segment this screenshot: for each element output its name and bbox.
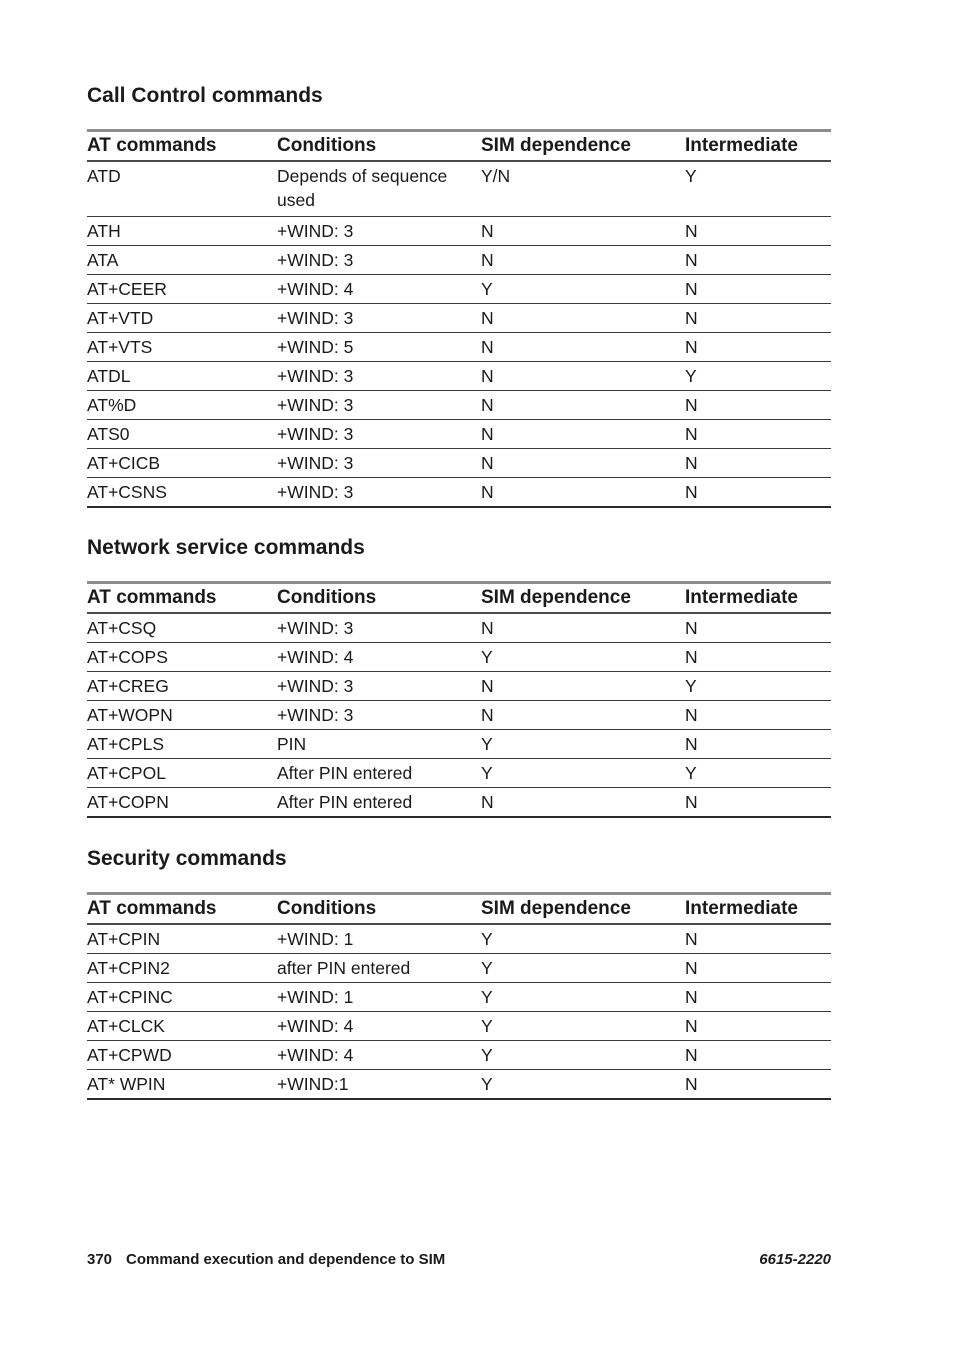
cell-sim-dependence: N — [481, 672, 685, 701]
cell-conditions: +WIND: 3 — [277, 217, 481, 246]
cell-sim-dependence: N — [481, 478, 685, 508]
cell-command: ATDL — [87, 362, 277, 391]
table-row — [87, 954, 831, 983]
column-header-sim-dependence: SIM dependence — [481, 583, 685, 614]
table-row — [87, 759, 831, 788]
cell-command: AT+CPIN2 — [87, 954, 277, 983]
cell-intermediate: N — [685, 1070, 831, 1100]
table-row — [87, 449, 831, 478]
security-table — [87, 892, 831, 1100]
cell-sim-dependence: Y/N — [481, 161, 685, 217]
cell-sim-dependence: Y — [481, 759, 685, 788]
table-row — [87, 391, 831, 420]
cell-intermediate: N — [685, 1012, 831, 1041]
table-row — [87, 643, 831, 672]
cell-command: AT+CEER — [87, 275, 277, 304]
table-row — [87, 701, 831, 730]
cell-conditions: +WIND: 4 — [277, 275, 481, 304]
cell-conditions: +WIND: 4 — [277, 643, 481, 672]
table-row — [87, 1012, 831, 1041]
cell-sim-dependence: Y — [481, 983, 685, 1012]
cell-sim-dependence: N — [481, 420, 685, 449]
cell-conditions: +WIND: 3 — [277, 391, 481, 420]
column-header-conditions: Conditions — [277, 131, 481, 162]
cell-sim-dependence: Y — [481, 275, 685, 304]
table-row — [87, 1041, 831, 1070]
cell-sim-dependence: N — [481, 701, 685, 730]
table-row — [87, 420, 831, 449]
cell-sim-dependence: Y — [481, 1041, 685, 1070]
table-header-row — [87, 583, 831, 614]
cell-command: AT+CSNS — [87, 478, 277, 508]
cell-conditions: +WIND: 3 — [277, 362, 481, 391]
cell-conditions: +WIND: 3 — [277, 672, 481, 701]
cell-conditions: +WIND: 3 — [277, 449, 481, 478]
cell-command: AT+COPS — [87, 643, 277, 672]
cell-command: AT+CLCK — [87, 1012, 277, 1041]
cell-sim-dependence: Y — [481, 1012, 685, 1041]
table-row — [87, 1070, 831, 1100]
cell-conditions: +WIND: 4 — [277, 1041, 481, 1070]
cell-command: AT+CPWD — [87, 1041, 277, 1070]
section-title-network-service: Network service commands — [87, 536, 365, 559]
table-row — [87, 924, 831, 954]
cell-sim-dependence: N — [481, 449, 685, 478]
cell-command: AT+VTD — [87, 304, 277, 333]
cell-intermediate: N — [685, 730, 831, 759]
cell-conditions: +WIND: 3 — [277, 613, 481, 643]
cell-intermediate: N — [685, 643, 831, 672]
table-row — [87, 304, 831, 333]
network-service-table — [87, 581, 831, 818]
cell-sim-dependence: N — [481, 217, 685, 246]
chapter-title: Command execution and dependence to SIM — [126, 1251, 446, 1268]
table-row — [87, 217, 831, 246]
table-header-row — [87, 894, 831, 925]
table-row — [87, 275, 831, 304]
cell-command: AT+CSQ — [87, 613, 277, 643]
table-row — [87, 672, 831, 701]
column-header-intermediate: Intermediate — [685, 894, 831, 925]
page-footer — [87, 1251, 831, 1268]
cell-conditions: +WIND: 3 — [277, 701, 481, 730]
column-header-at-commands: AT commands — [87, 583, 277, 614]
column-header-at-commands: AT commands — [87, 131, 277, 162]
table-header-row — [87, 131, 831, 162]
cell-command: AT%D — [87, 391, 277, 420]
cell-intermediate: N — [685, 246, 831, 275]
call-control-table — [87, 129, 831, 508]
cell-sim-dependence: N — [481, 788, 685, 818]
cell-conditions: +WIND: 1 — [277, 983, 481, 1012]
cell-command: ATA — [87, 246, 277, 275]
cell-intermediate: N — [685, 983, 831, 1012]
table-row — [87, 983, 831, 1012]
cell-intermediate: N — [685, 613, 831, 643]
cell-command: AT+CPINC — [87, 983, 277, 1012]
cell-intermediate: N — [685, 391, 831, 420]
cell-intermediate: N — [685, 788, 831, 818]
cell-intermediate: N — [685, 478, 831, 508]
cell-conditions: after PIN entered — [277, 954, 481, 983]
cell-command: AT+CPOL — [87, 759, 277, 788]
table-row — [87, 788, 831, 818]
cell-conditions: +WIND: 3 — [277, 304, 481, 333]
cell-command: AT* WPIN — [87, 1070, 277, 1100]
cell-conditions: +WIND: 1 — [277, 924, 481, 954]
cell-conditions: +WIND: 3 — [277, 420, 481, 449]
page-number: 370 — [87, 1251, 113, 1268]
cell-intermediate: N — [685, 449, 831, 478]
cell-sim-dependence: Y — [481, 1070, 685, 1100]
cell-conditions: +WIND: 5 — [277, 333, 481, 362]
column-header-sim-dependence: SIM dependence — [481, 894, 685, 925]
table-row — [87, 362, 831, 391]
cell-sim-dependence: N — [481, 391, 685, 420]
column-header-at-commands: AT commands — [87, 894, 277, 925]
cell-conditions: Depends of sequence used — [277, 161, 481, 217]
cell-sim-dependence: N — [481, 362, 685, 391]
column-header-intermediate: Intermediate — [685, 583, 831, 614]
cell-command: AT+CREG — [87, 672, 277, 701]
cell-sim-dependence: N — [481, 613, 685, 643]
cell-sim-dependence: N — [481, 304, 685, 333]
table-row — [87, 613, 831, 643]
cell-intermediate: Y — [685, 362, 831, 391]
document-number: 6615-2220 — [759, 1251, 831, 1268]
cell-intermediate: N — [685, 333, 831, 362]
cell-conditions: +WIND: 3 — [277, 478, 481, 508]
section-title-call-control: Call Control commands — [87, 84, 323, 107]
cell-sim-dependence: N — [481, 333, 685, 362]
cell-intermediate: N — [685, 954, 831, 983]
cell-intermediate: N — [685, 304, 831, 333]
cell-command: ATD — [87, 161, 277, 217]
table-row — [87, 730, 831, 759]
cell-conditions: After PIN entered — [277, 788, 481, 818]
table-row — [87, 161, 831, 217]
cell-command: ATS0 — [87, 420, 277, 449]
table-row — [87, 478, 831, 508]
cell-conditions: After PIN entered — [277, 759, 481, 788]
cell-intermediate: N — [685, 924, 831, 954]
cell-command: AT+CPIN — [87, 924, 277, 954]
cell-conditions: +WIND: 3 — [277, 246, 481, 275]
cell-intermediate: Y — [685, 759, 831, 788]
cell-intermediate: Y — [685, 161, 831, 217]
cell-sim-dependence: Y — [481, 643, 685, 672]
cell-intermediate: N — [685, 217, 831, 246]
cell-intermediate: N — [685, 701, 831, 730]
cell-conditions: +WIND: 4 — [277, 1012, 481, 1041]
cell-command: AT+VTS — [87, 333, 277, 362]
table-row — [87, 246, 831, 275]
table-row — [87, 333, 831, 362]
cell-command: AT+WOPN — [87, 701, 277, 730]
cell-intermediate: N — [685, 420, 831, 449]
cell-conditions: PIN — [277, 730, 481, 759]
cell-command: AT+COPN — [87, 788, 277, 818]
column-header-intermediate: Intermediate — [685, 131, 831, 162]
column-header-conditions: Conditions — [277, 583, 481, 614]
cell-command: AT+CPLS — [87, 730, 277, 759]
cell-sim-dependence: Y — [481, 730, 685, 759]
cell-intermediate: Y — [685, 672, 831, 701]
cell-sim-dependence: Y — [481, 954, 685, 983]
cell-intermediate: N — [685, 1041, 831, 1070]
cell-command: AT+CICB — [87, 449, 277, 478]
cell-intermediate: N — [685, 275, 831, 304]
column-header-conditions: Conditions — [277, 894, 481, 925]
cell-sim-dependence: Y — [481, 924, 685, 954]
section-title-security: Security commands — [87, 847, 287, 870]
cell-sim-dependence: N — [481, 246, 685, 275]
cell-conditions: +WIND:1 — [277, 1070, 481, 1100]
cell-command: ATH — [87, 217, 277, 246]
column-header-sim-dependence: SIM dependence — [481, 131, 685, 162]
